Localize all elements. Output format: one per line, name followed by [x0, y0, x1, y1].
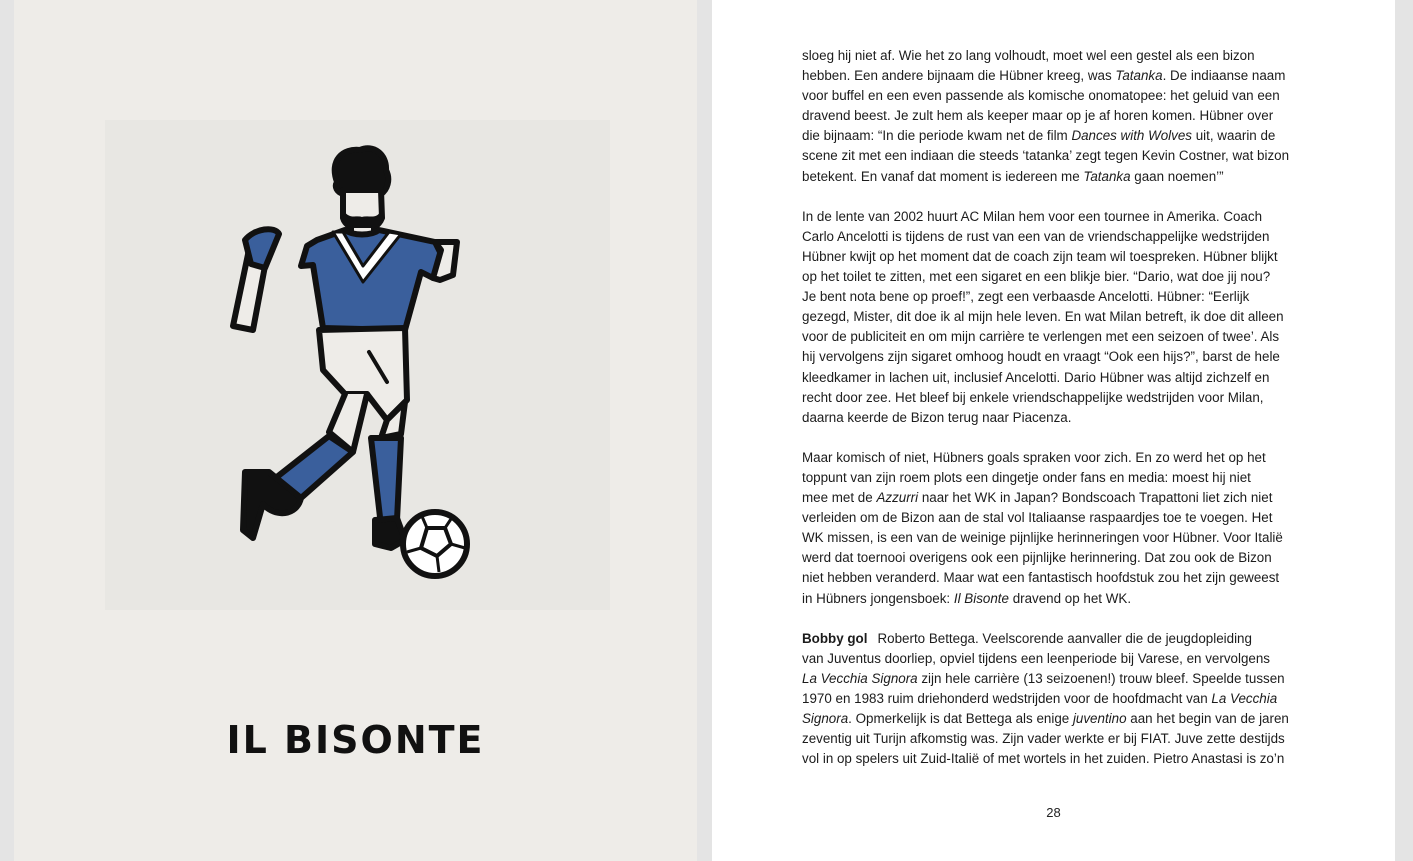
text-line: Maar komisch of niet, Hübners goals spraken voor zich. En zo werd het op het: [802, 449, 1266, 465]
text-line: In de lente van 2002 huurt AC Milan hem voor een tournee in Amerika. Coach: [802, 208, 1263, 224]
text-line: van Juventus doorliep, opviel tijdens een leenperiode bij Varese, en vervolgens: [802, 650, 1270, 666]
text-line: zeventig uit Turijn afkomstig was. Zijn vader werkte er bij FIAT. Juve zette destijds: [802, 731, 1285, 747]
text-line: op het toilet te zitten, met een sigaret en een blikje bier. “Dario, wat doe jij nou?: [802, 269, 1271, 285]
text-line: betekent. En vanaf dat moment is iedereen me Tatanka gaan noemen’”: [802, 168, 1224, 184]
text-line: die bijnaam: “In die periode kwam net de film Dances with Wolves uit, waarin de: [802, 128, 1276, 144]
illustration-panel: [105, 120, 610, 610]
text-line: daarna keerde de Bizon terug naar Piacenza.: [802, 409, 1072, 425]
paragraph: [802, 448, 1307, 609]
text-line: kleedkamer in lachen uit, inclusief Ancelotti. Dario Hübner was altijd zichzelf en: [802, 369, 1270, 385]
right-page: [712, 0, 1395, 861]
text-line: scene zit met een indiaan die steeds ‘tatanka’ zegt tegen Kevin Costner, wat bizon: [802, 148, 1290, 164]
text-line: werd dat toernooi overigens ook een pijnlijke herinnering. Dat zou ook de Bizon: [802, 550, 1272, 566]
text-line: dravend beest. Je zult hem als keeper maar op je af horen komen. Hübner over: [802, 108, 1274, 124]
section-run-in-heading: Bobby gol: [802, 630, 868, 646]
paragraph: [802, 207, 1307, 428]
text-line: vol in op spelers uit Zuid-Italië of met wortels in het zuiden. Pietro Anastasi is zo’n: [802, 751, 1285, 767]
text-line: gezegd, Mister, dit doe ik al mijn hele leven. En wat Milan betreft, ik doe dit alleen: [802, 309, 1284, 325]
text-line: Bobby gol Roberto Bettega. Veelscorende aanvaller die de jeugdopleiding: [802, 630, 1252, 646]
text-line: in Hübners jongensboek: Il Bisonte dravend op het WK.: [802, 590, 1132, 606]
left-page: [14, 0, 697, 861]
text-line: Hübner kwijt op het moment dat de coach zijn team wil toespreken. Hübner blijkt: [802, 248, 1278, 264]
text-line: hij vervolgens zijn sigaret omhoog houdt en vraagt “Ook een hijs?”, barst de hele: [802, 349, 1280, 365]
text-line: Je bent nota bene op proef!”, zegt een verbaasde Ancelotti. Hübner: “Eerlijk: [802, 289, 1250, 305]
chapter-title: IL BISONTE: [226, 718, 485, 762]
text-line: mee met de Azzurri naar het WK in Japan? Bondscoach Trapattoni liet zich niet: [802, 490, 1273, 506]
text-line: sloeg hij niet af. Wie het zo lang volhoudt, moet wel een gestel als een bizon: [802, 48, 1255, 63]
text-line: La Vecchia Signora zijn hele carrière (13 seizoenen!) trouw bleef. Speelde tussen: [802, 670, 1285, 686]
text-line: hebben. Een andere bijnaam die Hübner kreeg, was Tatanka. De indiaanse naam: [802, 68, 1286, 84]
body-text: [802, 46, 1307, 789]
paragraph: [802, 629, 1307, 770]
text-line: recht door zee. Het bleef bij enkele vriendschappelijke wedstrijden voor Milan,: [802, 389, 1264, 405]
page-number: 28: [1046, 805, 1061, 820]
text-line: Carlo Ancelotti is tijdens de rust van een van de vriendschappelijke wedstrijden: [802, 228, 1270, 244]
text-line: toppunt van zijn roem plots een dingetje onder fans en media: moest hij niet: [802, 469, 1251, 485]
text-line: voor de publiciteit en om mijn carrière te verlengen met een seizoen of twee’. Als: [802, 329, 1280, 345]
text-line: 1970 en 1983 ruim driehonderd wedstrijden voor de hoofdmacht van La Vecchia: [802, 691, 1278, 706]
text-line: verleiden om de Bizon aan de stal vol Italiaanse raspaardjes toe te voegen. Het: [802, 510, 1273, 526]
footballer-kicking-ball-illustration: [105, 120, 610, 610]
paragraph: [802, 46, 1307, 187]
text-line: WK missen, is een van de weinige pijnlijke herinneringen voor Hübner. Voor Italië: [802, 530, 1283, 546]
text-line: Signora. Opmerkelijk is dat Bettega als enige juventino aan het begin van de jaren: [802, 711, 1289, 727]
text-line: niet hebben veranderd. Maar wat een fantastisch hoofdstuk zou het zijn geweest: [802, 570, 1280, 586]
text-line: voor buffel en een even passende als komische onomatopee: het geluid van een: [802, 88, 1280, 104]
